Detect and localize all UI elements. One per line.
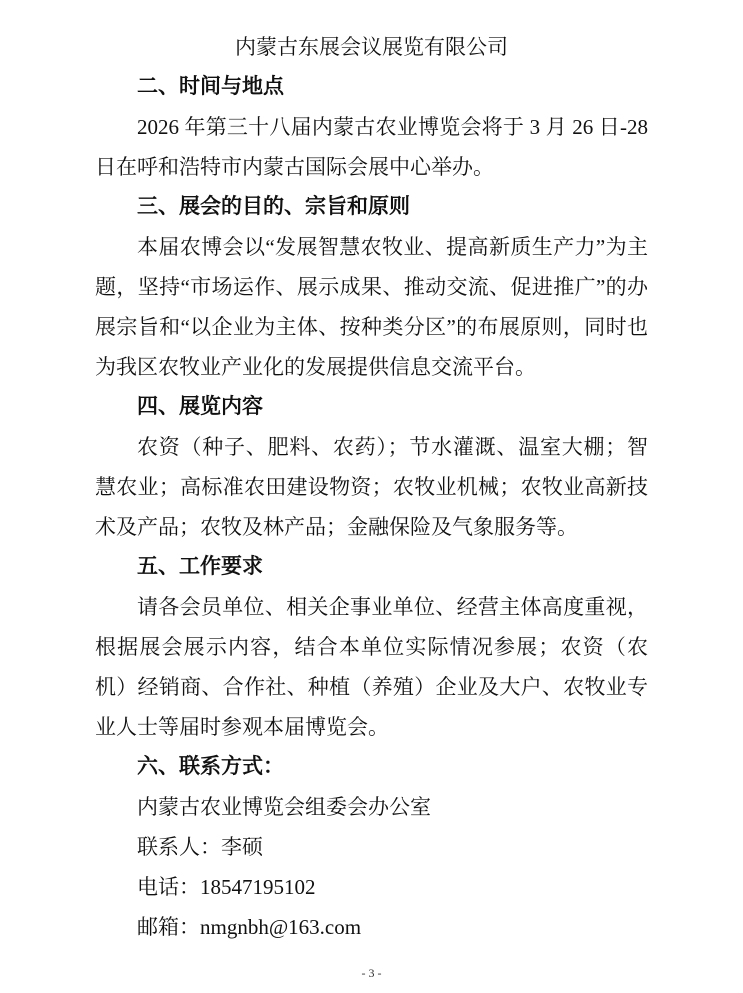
section-time-place — [95, 67, 648, 187]
paragraph-exhibition-content: 农资（种子、肥料、农药）；节水灌溉、温室大棚；智慧农业；高标准农田建设物资；农牧业机械；农牧业高新技术及产品；农牧及林产品；金融保险及气象服务等。 — [95, 435, 648, 539]
page-footer — [0, 965, 743, 981]
organizer-name-line: 内蒙古东展会议展览有限公司 — [235, 35, 508, 59]
paragraph-work-requirements: 请各会员单位、相关企事业单位、经营主体高度重视，根据展会展示内容，结合本单位实际情况参展；农资（农机）经销商、合作社、种植（养殖）企业及大户、农牧业专业人士等届时参观本届博览会。 — [95, 595, 648, 739]
section-heading-exhibition-content: 四、展览内容 — [137, 395, 263, 418]
section-heading-purpose-principles: 三、展会的目的、宗旨和原则 — [137, 195, 410, 218]
contact-email-line: 邮箱：nmgnbh@163.com — [137, 915, 362, 939]
contact-person-line: 联系人：李硕 — [137, 835, 263, 859]
section-purpose-principles — [95, 187, 648, 387]
section-exhibition-content — [95, 387, 648, 547]
section-work-requirements — [95, 547, 648, 747]
paragraph-purpose-principles: 本届农博会以“发展智慧农牧业、提高新质生产力”为主题，坚持“市场运作、展示成果、推动交流、促进推广”的办展宗旨和“以企业为主体、按种类分区”的布展原则，同时也为我区农牧业产业化的发展提供信息交流平台。 — [95, 235, 648, 379]
contact-phone-line: 电话：18547195102 — [137, 875, 316, 899]
section-contact — [95, 747, 648, 947]
paragraph-time-place: 2026 年第三十八届内蒙古农业博览会将于 3 月 26 日-28 日在呼和浩特市内蒙古国际会展中心举办。 — [95, 115, 648, 179]
section-heading-time-place: 二、时间与地点 — [137, 75, 284, 98]
section-heading-contact: 六、联系方式： — [137, 755, 284, 778]
section-heading-work-requirements: 五、工作要求 — [137, 555, 263, 578]
contact-office-line: 内蒙古农业博览会组委会办公室 — [137, 795, 431, 819]
page-number: - 3 - — [361, 966, 382, 980]
